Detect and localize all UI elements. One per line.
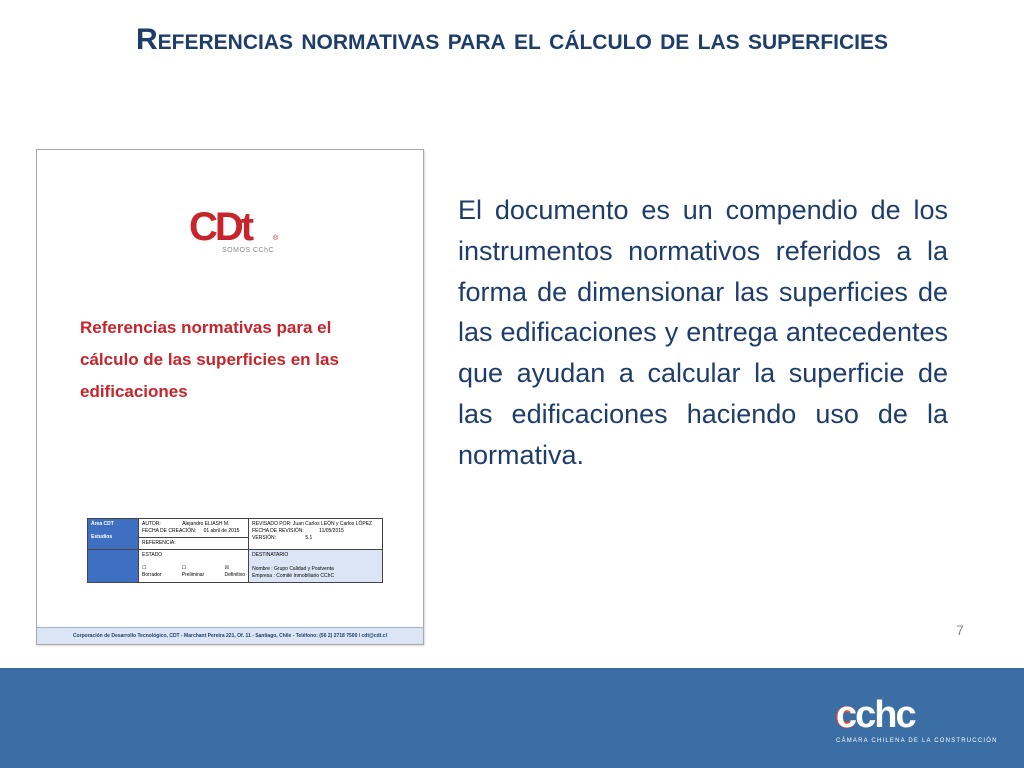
document-metadata-table xyxy=(87,518,383,583)
cchc-logo xyxy=(836,694,998,750)
page-number: 7 xyxy=(956,622,964,638)
cdt-logo xyxy=(189,205,279,265)
estado-option-preliminar: ☐ Preliminar xyxy=(181,565,205,578)
revisado-value: Juan Carlos LEÓN y Carlos LÓPEZ xyxy=(292,521,373,527)
cchc-logo-subtitle: CÁMARA CHILENA DE LA CONSTRUCCIÓN xyxy=(836,738,998,744)
area-label: Área CDT xyxy=(91,521,114,527)
document-thumbnail xyxy=(36,149,424,645)
autor-cell xyxy=(139,519,249,538)
version-label: VERSIÓN: xyxy=(252,535,276,541)
referencia-label: REFERENCIA: xyxy=(142,540,176,546)
estado-option-borrador: ☐ Borrador xyxy=(142,565,162,578)
fecha-value: 01 abril de 2015 xyxy=(203,528,240,534)
autor-label: AUTOR: xyxy=(142,521,161,527)
fecha-revision-value: 11/05/2015 xyxy=(319,528,344,534)
area-value: Estudios xyxy=(91,534,113,540)
cchc-logo-text: cchc xyxy=(836,694,915,736)
estado-options xyxy=(142,565,245,579)
registered-mark: ® xyxy=(273,235,279,242)
cdt-logo-text: CDt xyxy=(189,205,252,249)
autor-value: Alejandro ELIASH M. xyxy=(182,521,230,527)
estado-label: ESTADO xyxy=(142,552,163,558)
destinatario-cell xyxy=(249,550,383,583)
slide-title: Referencias normativas para el cálculo de las superficies xyxy=(135,23,889,56)
fecha-label: FECHA DE CREACIÓN: xyxy=(142,528,197,534)
fecha-revision-label: FECHA DE REVISIÓN: xyxy=(252,528,304,534)
document-footer: Corporación de Desarrollo Tecnológico, CDT - Marchant Pereira 221, Of. 11 - Santiago, Chile - Teléfono: (56 2) 2718 7500 / cdt@cdt.cl xyxy=(37,627,423,644)
nombre-label: Nombre : Grupo Calidad y Postventa xyxy=(252,566,334,572)
slide-body-text: El documento es un compendio de los instrumentos normativos referidos a la forma de dimensionar las superficies de las edificaciones y entrega antecedentes que ayudan a calcular la superficie de las edificaciones haciendo uso de la normativa. xyxy=(458,195,948,470)
revisado-label: REVISADO POR: xyxy=(252,521,292,527)
cdt-logo-subtitle: SOMOS CChC xyxy=(222,247,275,254)
revision-cell xyxy=(249,519,383,550)
area-empty-cell xyxy=(88,550,139,583)
destinatario-label: DESTINATARIO xyxy=(252,552,289,558)
estado-option-definitivo: ☒ Definitivo xyxy=(224,565,246,578)
version-value: 5.1 xyxy=(305,535,313,541)
document-title: Referencias normativas para el cálculo de las superficies en las edificaciones xyxy=(80,318,339,401)
estado-cell xyxy=(139,550,249,583)
referencia-cell xyxy=(139,538,249,550)
empresa-label: Empresa : Comité Inmobiliario CChC xyxy=(252,573,335,579)
area-cell xyxy=(88,519,139,550)
